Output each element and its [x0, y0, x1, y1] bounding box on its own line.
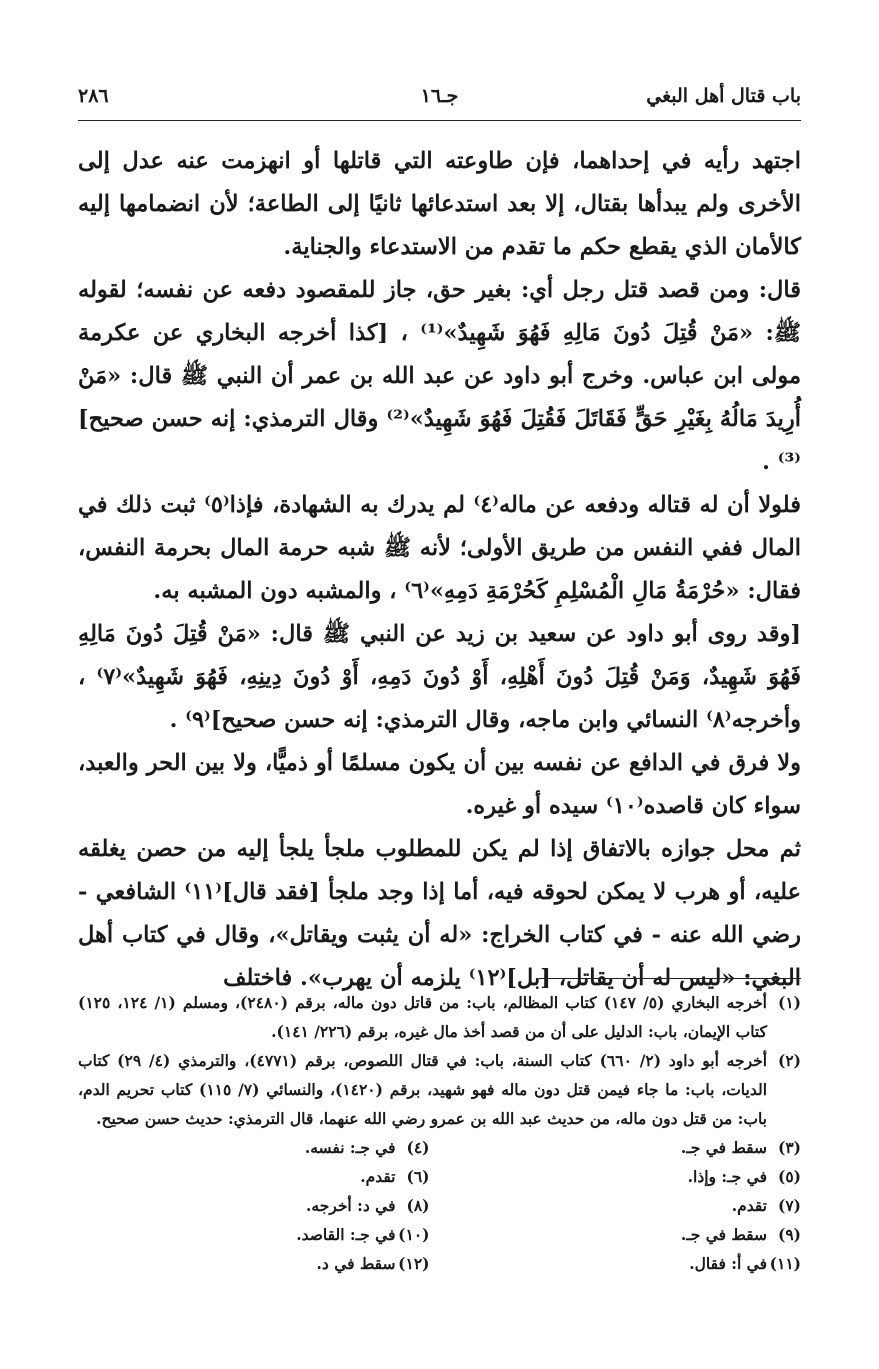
footnote-text: تقدم. — [360, 1167, 396, 1186]
volume-label: جـ١٦ — [420, 85, 459, 107]
footnote-number: (١٠) — [398, 1225, 430, 1244]
footnote-text: في جـ: القاصد. — [296, 1225, 396, 1244]
footnote-text: أخرجه أبو داود (٢/ ٦٦٠) كتاب السنة، باب: في قتال اللصوص، برقم (٤٧٧١)، والترمذي (٤/ ٢٩) كتاب الديات، باب: ما جاء فيمن قتل دون ماله فهو شهيد، برقم (١٤٢٠)، والنسائي (٧/ ١١٥) كتاب تحريم الدم، باب: من قتل دون ماله، من حديث عبد الله بن عمرو رضي الله عنهما، قال الترمذي: حديث حسن صحيح. — [78, 1051, 768, 1128]
paragraph-2: قال: ومن قصد قتل رجل أي: بغير حق، جاز للمقصود دفعه عن نفسه؛ لقوله ﷺ: «مَنْ قُتِلَ دُونَ مَالِهِ فَهُوَ شَهِيدٌ»⁽¹⁾ ، [كذا أخرجه البخاري عن عكرمة مولى ابن عباس. وخرج أبو داود عن عبد الله بن عمر أن النبي ﷺ قال: «مَنْ أُرِيدَ مَالُهُ بِغَيْرِ حَقٍّ فَقَاتَلَ فَقُتِلَ فَهُوَ شَهِيدٌ»⁽²⁾ وقال الترمذي: إنه حسن صحيح]⁽³⁾ . — [78, 277, 801, 475]
footnote-item — [78, 1162, 430, 1191]
short-footnotes-grid — [78, 1133, 801, 1278]
footnote-text: في أ: فقال. — [689, 1254, 767, 1273]
footnote-rule — [539, 978, 801, 979]
paragraph-4: [وقد روى أبو داود عن سعيد بن زيد عن النبي ﷺ قال: «مَنْ قُتِلَ دُونَ مَالِهِ فَهُوَ شَهِيدٌ، وَمَنْ قُتِلَ دُونَ أَهْلِهِ، أَوْ دُونَ دَمِهِ، أَوْ دُونَ دِينِهِ، فَهُوَ شَهِيدٌ»⁽٧⁾ ، وأخرجه⁽٨⁾ النسائي وابن ماجه، وقال الترمذي: إنه حسن صحيح]⁽٩⁾ . — [78, 621, 801, 733]
chapter-title: باب قتال أهل البغي — [646, 85, 801, 107]
main-text — [78, 140, 801, 1000]
footnote-text: في جـ: نفسه. — [304, 1138, 396, 1157]
footnote-item — [78, 1133, 430, 1162]
running-header — [78, 78, 801, 114]
footnote-item — [450, 1220, 802, 1249]
footnote-item — [450, 1249, 802, 1278]
footnote-item — [450, 1162, 802, 1191]
footnote-number: (٩) — [777, 1225, 801, 1244]
footnote-number: (٥) — [777, 1167, 801, 1186]
paragraph-1: اجتهد رأيه في إحداهما، فإن طاوعته التي قاتلها أو انهزمت عنه عدل إلى الأخرى ولم يبدأها بقتال، إلا بعد استدعائها ثانيًا إلى الطاعة؛ لأن انضمامها إليه كالأمان الذي يقطع حكم ما تقدم من الاستدعاء والجناية. — [78, 148, 801, 260]
footnote-number: (٤) — [406, 1138, 430, 1157]
footnote-text: سقط في د. — [316, 1254, 396, 1273]
page-number: ٢٨٦ — [78, 85, 109, 107]
footnote-number: (٣) — [777, 1138, 801, 1157]
footnote-item — [78, 1220, 430, 1249]
footnote-number: (٧) — [777, 1196, 801, 1215]
footnote-item — [450, 1191, 802, 1220]
footnote-number: (٨) — [406, 1196, 430, 1215]
footnote-number: (١٢) — [398, 1254, 430, 1273]
footnote-number: (١١) — [769, 1254, 801, 1273]
paragraph-5: ولا فرق في الدافع عن نفسه بين أن يكون مسلمًا أو ذميًّا، ولا بين الحر والعبد، سواء كان قاصده⁽١٠⁾ سيده أو غيره. — [78, 750, 801, 819]
footnotes — [78, 988, 801, 1278]
footnote-item — [78, 1249, 430, 1278]
footnote-number: (٦) — [406, 1167, 430, 1186]
footnote-text: أخرجه البخاري (٥/ ١٤٧) كتاب المظالم، باب: من قاتل دون ماله، برقم (٢٤٨٠)، ومسلم (١/ ١٢٤، ١٢٥) كتاب الإيمان، باب: الدليل على أن من قصد أخذ مال غيره، برقم (٢٢٦/ ١٤١). — [78, 993, 767, 1041]
header-rule — [78, 120, 801, 121]
footnote-item — [78, 1046, 801, 1133]
footnote-text: سقط في جـ. — [680, 1225, 767, 1244]
footnote-number: (١) — [777, 993, 801, 1012]
paragraph-3: فلولا أن له قتاله ودفعه عن ماله⁽٤⁾ لم يدرك به الشهادة، فإذا⁽٥⁾ ثبت ذلك في المال ففي النفس من طريق الأولى؛ لأنه ﷺ شبه حرمة المال بحرمة النفس، فقال: «حُرْمَةُ مَالِ الْمُسْلِمِ كَحُرْمَةِ دَمِهِ»⁽٦⁾ ، والمشبه دون المشبه به. — [78, 492, 801, 604]
footnote-number: (٢) — [777, 1051, 801, 1070]
footnote-text: تقدم. — [731, 1196, 767, 1215]
paragraph-6: ثم محل جوازه بالاتفاق إذا لم يكن للمطلوب ملجأ يلجأ إليه من حصن يغلقه عليه، أو هرب لا يمكن لحوقه فيه، أما إذا وجد ملجأ [فقد قال]⁽١١⁾ الشافعي - رضي الله عنه - في كتاب الخراج: «له أن يثبت ويقاتل»، وقال في كتاب أهل البغي: «ليس له أن يقاتل، [بل]⁽١٢⁾ يلزمه أن يهرب». فاختلف — [78, 836, 801, 991]
footnote-item — [78, 988, 801, 1046]
footnote-text: في د: أخرجه. — [306, 1196, 396, 1215]
footnote-text: سقط في جـ. — [680, 1138, 767, 1157]
footnote-item — [450, 1133, 802, 1162]
footnote-item — [78, 1191, 430, 1220]
footnote-text: في جـ: وإذا. — [687, 1167, 767, 1186]
